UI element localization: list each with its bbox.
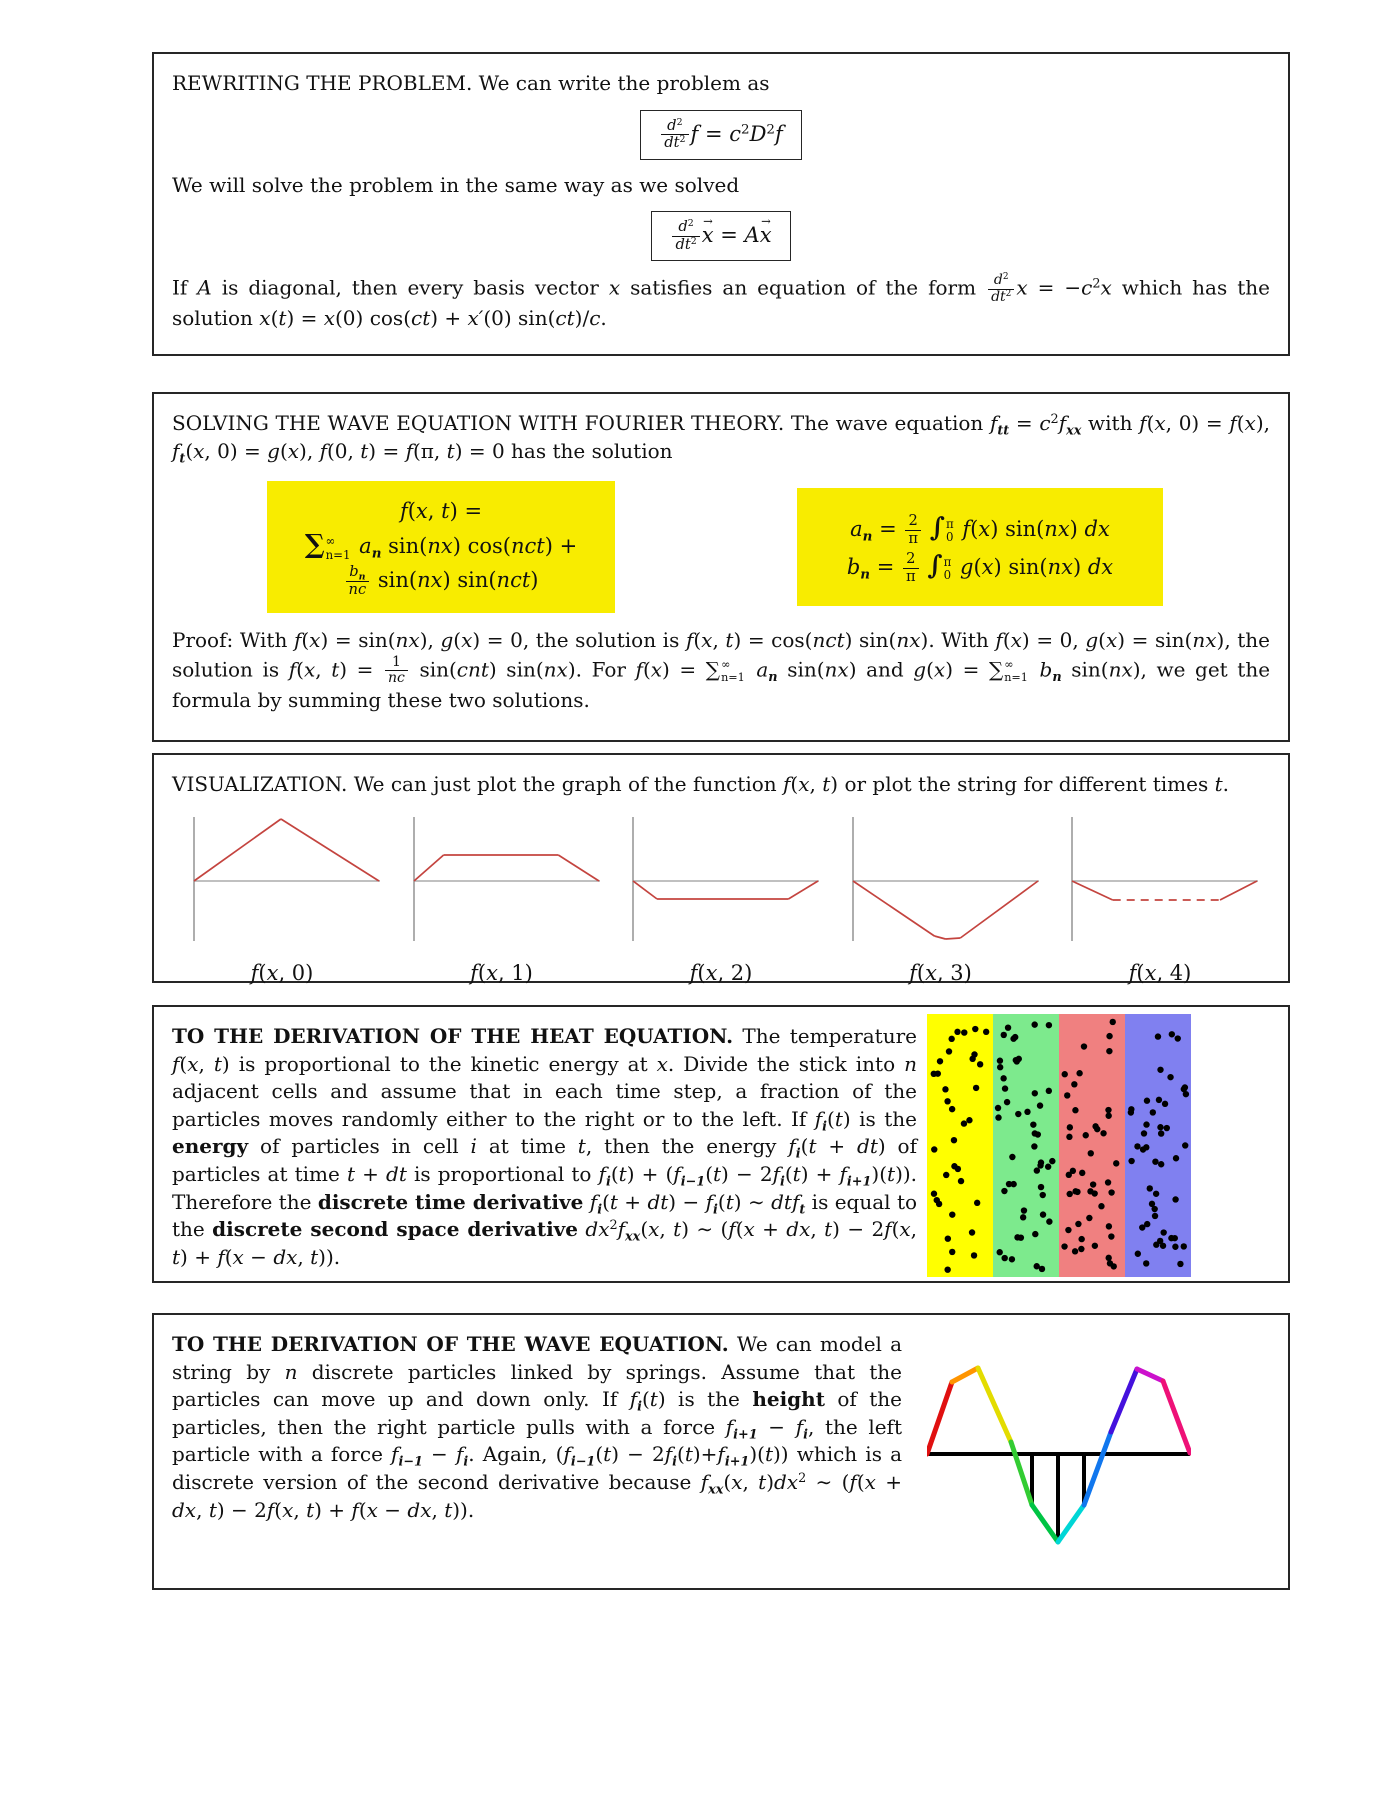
coefficient-an-line: $a_n$ = $\frac{2}{\pi}$ ∫ π 0 f(x) sin(nx) dx	[850, 512, 1110, 547]
string-plot-t3	[835, 813, 1047, 985]
string-plot-figure	[619, 813, 823, 945]
fourier-intro-text: SOLVING THE WAVE EQUATION WITH FOURIER THEORY. The wave equation $f_{tt} = c^2f_{xx}$ with f(x, 0) = f(x), $f_t(x$, 0) = g(x), f(0, t) = f(π, t) = 0 has the solution	[172, 411, 1270, 467]
string-plot-figure	[180, 813, 384, 945]
highlight-solution-formula	[267, 481, 615, 613]
rainbow-string-image	[927, 1352, 1191, 1562]
coefficient-bn-line: $b_n$ = $\frac{2}{\pi}$ ∫ π 0 g(x) sin(nx) dx	[846, 550, 1114, 585]
plot-label: f(x, 2)	[689, 960, 753, 985]
solution-formula-line1: f(x, t) =	[399, 498, 483, 523]
equation-wrapper	[172, 110, 1270, 160]
string-plots-row	[172, 813, 1270, 985]
plot-label: f(x, 0)	[250, 960, 314, 985]
rewriting-mid-text: We will solve the problem in the same way as we solved	[172, 172, 740, 197]
rewriting-intro-text: REWRITING THE PROBLEM. We can write the problem as	[172, 71, 770, 95]
highlight-coefficients-formula	[797, 488, 1163, 606]
boxed-equation-ode-f: $\frac{d^2}{dt^2}$ $f = c^2D^2f$	[640, 110, 802, 160]
string-plot-t1	[396, 813, 608, 985]
highlighted-formulas-row	[172, 481, 1270, 613]
visualization-intro-text: VISUALIZATION. We can just plot the graph of the function f(x, t) or plot the string for different times t.	[172, 772, 1229, 796]
wave-body-text: TO THE DERIVATION OF THE WAVE EQUATION. We can model a string by n discrete particles linked by springs. Assume that the particles can move up and down only. If $f_i(t)$ is the height of the particles, then the right particle pulls with a force $f_{i+1} - f_i$, the left particle with a force $f_{i-1} - f_i$. Again, $(f_{i-1}(t) - 2f_i(t)+f_{i+1})(t)$) which is a discrete version of the second derivative because $f_{xx}(x$, $t)dx^2$ ∼ (f(x + dx, t) − 2f(x, t) + f(x − dx, t)).	[172, 1332, 903, 1522]
section-heat-equation	[152, 1005, 1290, 1283]
solution-formula-line2: ∑ ∞ n=1 $a_n$ sin(nx) cos(nct) +	[304, 529, 578, 563]
string-plot-figure	[1058, 813, 1262, 945]
rewriting-solution-text: If A is diagonal, then every basis vector x satisfies an equation of the form $\frac{d^2}{dt^2}$ $x = -c^2x$ which has the solution x(t) = x(0) cos(ct) + x′(0) sin(ct)/c.	[172, 272, 1270, 331]
string-plot-t2	[615, 813, 827, 985]
string-plot-figure	[400, 813, 604, 945]
plot-label: f(x, 4)	[1128, 960, 1192, 985]
solution-formula-line3: $\frac{b_n}{nc}$ sin(nx) sin(nct)	[267, 564, 615, 598]
heat-cells-figure	[927, 1014, 1191, 1281]
string-springs-figure	[927, 1352, 1191, 1566]
equation-wrapper	[172, 211, 1270, 261]
section-wave-equation	[152, 1313, 1290, 1590]
plot-label: f(x, 3)	[909, 960, 972, 985]
section-visualization	[152, 753, 1290, 983]
section-fourier-theory	[152, 392, 1290, 742]
section-rewriting-the-problem	[152, 52, 1290, 356]
boxed-equation-ode-x: $\frac{d^2}{dt^2}$ x → = Ax →	[651, 211, 790, 261]
particle-cells-image	[927, 1014, 1191, 1277]
string-plot-figure	[839, 813, 1043, 945]
fourier-proof-text: Proof: With f(x) = sin(nx), g(x) = 0, the solution is f(x, t) = cos(nct) sin(nx). With f(x) = 0, g(x) = sin(nx), the solution is f(x, t) = $\frac{1}{nc}$ sin(cnt) sin(nx). For f(x) = ∑ ∞ n=1 $a_n$ sin(nx) and g(x) = ∑ ∞ n=1 $b_n$ sin(nx), we get the formula by summing these two solutions.	[172, 628, 1271, 713]
string-plot-t0	[176, 813, 388, 985]
string-plot-t4	[1054, 813, 1266, 985]
plot-label: f(x, 1)	[470, 960, 533, 985]
heat-body-text: TO THE DERIVATION OF THE HEAT EQUATION. The temperature f(x, t) is proportional to the kinetic energy at x. Divide the stick into n adjacent cells and assume that in each time step, a fraction of the particles moves randomly either to the right or to the left. If $f_i(t)$ is the energy of particles in cell i at time t, then the energy $f_i(t + dt)$ of particles at time t + dt is proportional to $f_i(t) + (f_{i-1}(t) - 2f_i(t) + f_{i+1})(t)$). Therefore the discrete time derivative $f_i(t + dt) - f_i(t)$ ∼ dtf$_t$ is equal to the discrete second space derivative $dx^2f_{xx}(x$, t) ∼ (f(x + dx, t) − 2f(x, t) + f(x − dx, t)).	[172, 1024, 918, 1269]
